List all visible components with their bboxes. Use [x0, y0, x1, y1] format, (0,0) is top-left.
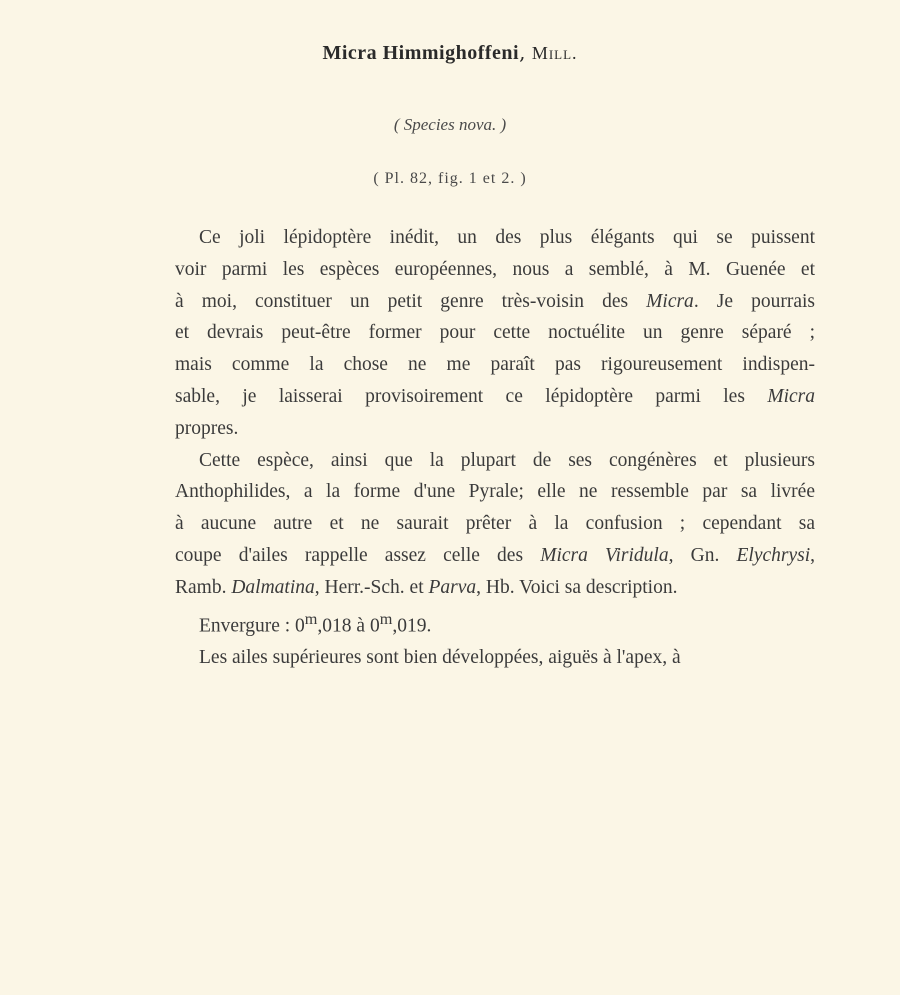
- paragraph-1-line-2: voir parmi les espèces européennes, nous a semblé, à M. Guenée et: [175, 258, 815, 280]
- paragraph-2-line-3: à aucune autre et ne saurait prêter à la confusion ; cependant sa: [175, 513, 815, 535]
- paragraph-1-line-6: [175, 381, 815, 413]
- paragraph-2-line-4: [175, 540, 815, 572]
- wingspan-line: [175, 604, 815, 642]
- text-run: , Herr.-Sch. et: [314, 576, 429, 598]
- species-name: Micra Himmighoffeni: [322, 42, 520, 64]
- species-heading: [0, 38, 900, 67]
- paragraph-2-line-2: Anthophilides, a la forme d'une Pyrale; elle ne ressemble par sa livrée: [175, 481, 815, 503]
- text-run: Envergure : 0: [199, 615, 305, 637]
- text-run: à moi, constituer un petit genre très-voisin des: [175, 290, 647, 312]
- paragraph-1-line-5: mais comme la chose ne me paraît pas rigoureusement indispen-: [175, 354, 815, 376]
- paragraph-4-line-1: Les ailes supérieures sont bien développées, aiguës à l'apex, à: [199, 646, 681, 668]
- text-run: sable, je laisserai provisoirement ce lépidoptère parmi les: [175, 385, 768, 407]
- plate-reference: ( Pl. 82, fig. 1 et 2. ): [373, 170, 527, 187]
- species-reference: Parva: [428, 576, 477, 598]
- text-run: , Hb. Voici sa description.: [476, 576, 678, 598]
- paragraph-2-line-1: Cette espèce, ainsi que la plupart de ses congénères et plusieurs: [199, 449, 815, 471]
- text-run: ,: [810, 544, 815, 566]
- text-run: ,019.: [392, 615, 432, 637]
- paragraph-1-line-3: [175, 286, 815, 318]
- species-status: ( Species nova. ): [393, 115, 507, 134]
- heading-separator: ,: [519, 40, 532, 64]
- genus-name: Micra: [646, 290, 694, 312]
- text-run: , Gn.: [668, 544, 737, 566]
- unit-superscript: m: [304, 609, 318, 628]
- unit-superscript: m: [379, 609, 393, 628]
- paragraph-2-line-5: [175, 572, 815, 604]
- paragraph-1-line-4: et devrais peut-être former pour cette noctuélite un genre séparé ;: [175, 322, 815, 344]
- genus-name: Micra: [767, 385, 815, 407]
- text-run: . Je pourrais: [693, 290, 815, 312]
- body-text: [175, 222, 815, 674]
- species-reference: Micra Viridula: [540, 544, 669, 566]
- text-run: coupe d'ailes rappelle assez celle des: [175, 544, 541, 566]
- species-reference: Dalmatina: [231, 576, 315, 598]
- author-name: Mill.: [531, 43, 578, 63]
- text-run: ,018 à 0: [317, 615, 380, 637]
- paragraph-1-line-7: propres.: [175, 417, 239, 439]
- species-reference: Elychrysi: [736, 544, 811, 566]
- text-run: Ramb.: [175, 576, 232, 598]
- paragraph-1-line-1: Ce joli lépidoptère inédit, un des plus élégants qui se puissent: [199, 227, 815, 248]
